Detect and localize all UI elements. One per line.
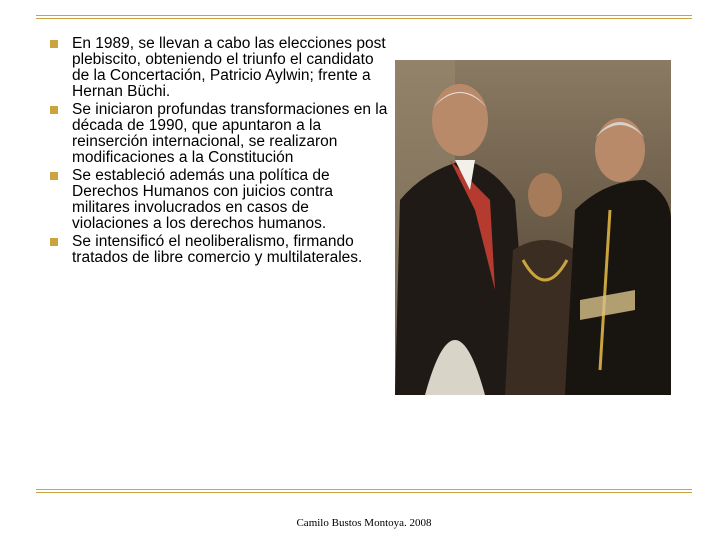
top-divider — [36, 15, 692, 19]
bullet-text: Se intensificó el neoliberalismo, firmando tratados de libre comercio y multilaterales. — [72, 233, 363, 266]
bullet-item — [48, 234, 388, 266]
footer-credit: Camilo Bustos Montoya. 2008 — [296, 517, 432, 529]
bullet-text: Se iniciaron profundas transformaciones en la década de 1990, que apuntaron a la reinserción internacional, se realizaron modificaciones a la Constitución — [72, 101, 388, 166]
bullet-item — [48, 102, 388, 166]
bullet-item — [48, 168, 388, 232]
square-bullet-icon — [50, 40, 58, 48]
square-bullet-icon — [50, 106, 58, 114]
historical-photo — [395, 60, 671, 395]
bottom-divider — [36, 489, 692, 493]
square-bullet-icon — [50, 172, 58, 180]
square-bullet-icon — [50, 238, 58, 246]
bullet-text: En 1989, se llevan a cabo las elecciones post plebiscito, obteniendo el triunfo el candidato de la Concertación, Patricio Aylwin; frente a Hernan Büchi. — [72, 35, 386, 100]
bullet-item — [48, 36, 388, 100]
bullet-list — [48, 36, 388, 268]
bullet-text: Se estableció además una política de Derechos Humanos con juicios contra militares involucrados en casos de violaciones a los derechos humanos. — [72, 167, 334, 232]
